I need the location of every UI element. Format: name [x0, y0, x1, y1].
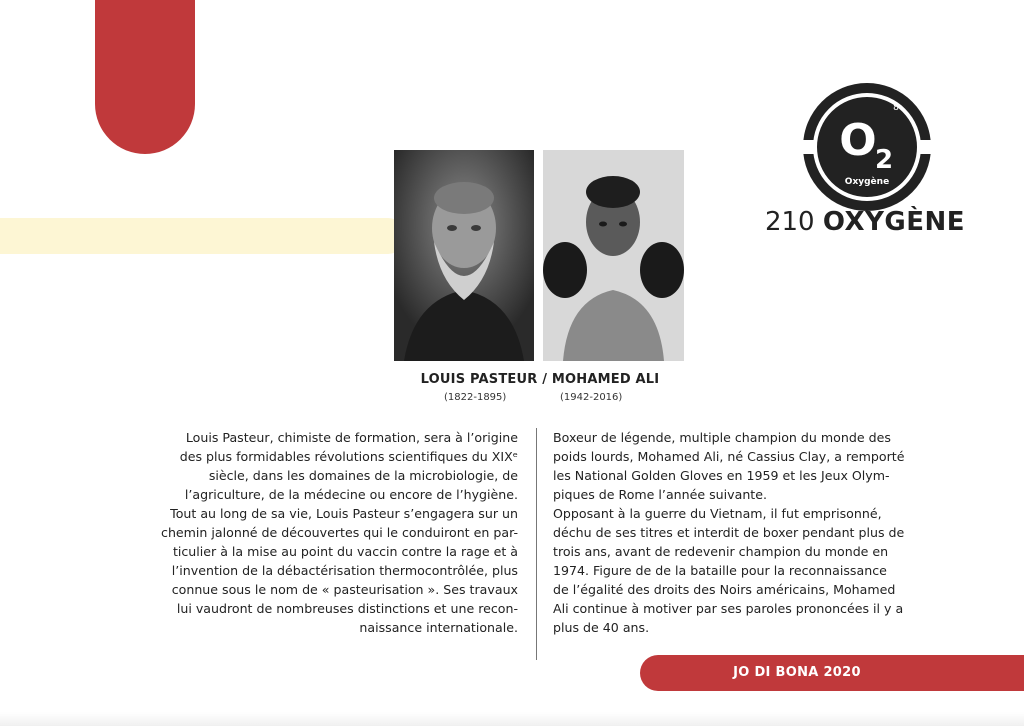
- text-line: trois ans, avant de redevenir champion du monde en: [553, 544, 889, 559]
- ali-photo: [543, 150, 684, 361]
- text-line: l’agriculture, de la médecine ou encore de l’hygiène.: [184, 487, 518, 502]
- text-line: lui vaudront de nombreuses distinctions et une recon-: [176, 601, 518, 616]
- ali-dates: (1942-2016): [560, 392, 623, 403]
- text-line: l’invention de la débactérisation thermocontrôlée, plus: [171, 563, 518, 578]
- text-line: chemin jalonné de découvertes qui le conduiront en par-: [161, 525, 518, 540]
- text-line: les National Golden Gloves en 1959 et les Jeux Olym-: [553, 468, 890, 483]
- text-line: ticulier à la mise au point du vaccin contre la rage et à: [172, 544, 518, 559]
- logo-element-name: Oxygène: [844, 177, 890, 187]
- ali-portrait-icon: [543, 150, 684, 361]
- text-line: Ali continue à motiver par ses paroles prononcées il y a: [553, 601, 904, 616]
- text-line: connue sous le nom de « pasteurisation ». Ses travaux: [171, 582, 518, 597]
- logo-subscript: 2: [874, 145, 894, 175]
- text-line: déchu de ses titres et interdit de boxer pendant plus de: [553, 525, 905, 540]
- pasteur-portrait-icon: [394, 150, 534, 361]
- text-line: des plus formidables révolutions scientifiques du XIXᵉ: [179, 449, 518, 464]
- text-line: naissance internationale.: [359, 620, 518, 635]
- pasteur-photo: [394, 150, 534, 361]
- pasteur-biography: [118, 428, 518, 637]
- text-line: siècle, dans les domaines de la microbiologie, de: [208, 468, 518, 483]
- brand-number: 210: [764, 207, 815, 237]
- logo-atomic-number: 8: [893, 103, 899, 113]
- text-line: Louis Pasteur, chimiste de formation, sera à l’origine: [185, 430, 518, 445]
- column-divider: [536, 428, 537, 660]
- pasteur-dates: (1822-1895): [444, 392, 507, 403]
- brand-title: [750, 207, 980, 237]
- text-line: de l’égalité des droits des Noirs américains, Mohamed: [553, 582, 896, 597]
- text-line: poids lourds, Mohamed Ali, né Cassius Clay, a remporté: [553, 449, 905, 464]
- oxygen-o2-logo-icon: [800, 80, 934, 214]
- footer-label: JO DI BONA 2020: [733, 665, 861, 680]
- caption-title: LOUIS PASTEUR / MOHAMED ALI: [420, 372, 660, 387]
- text-line: 1974. Figure de de la bataille pour la reconnaissance: [553, 563, 887, 578]
- text-line: plus de 40 ans.: [553, 620, 650, 635]
- text-line: Tout au long de sa vie, Louis Pasteur s’engagera sur un: [170, 506, 518, 521]
- page-bottom-shadow: [0, 712, 1024, 726]
- text-line: piques de Rome l’année suivante.: [553, 487, 768, 502]
- brand-name: OXYGÈNE: [822, 207, 966, 237]
- decorative-red-tab: [95, 0, 195, 154]
- text-line: Boxeur de légende, multiple champion du monde des: [553, 430, 891, 445]
- decorative-cream-bar: [0, 218, 406, 254]
- text-line: Opposant à la guerre du Vietnam, il fut emprisonné,: [553, 506, 882, 521]
- logo-symbol: O: [839, 115, 877, 166]
- ali-biography: [553, 428, 965, 637]
